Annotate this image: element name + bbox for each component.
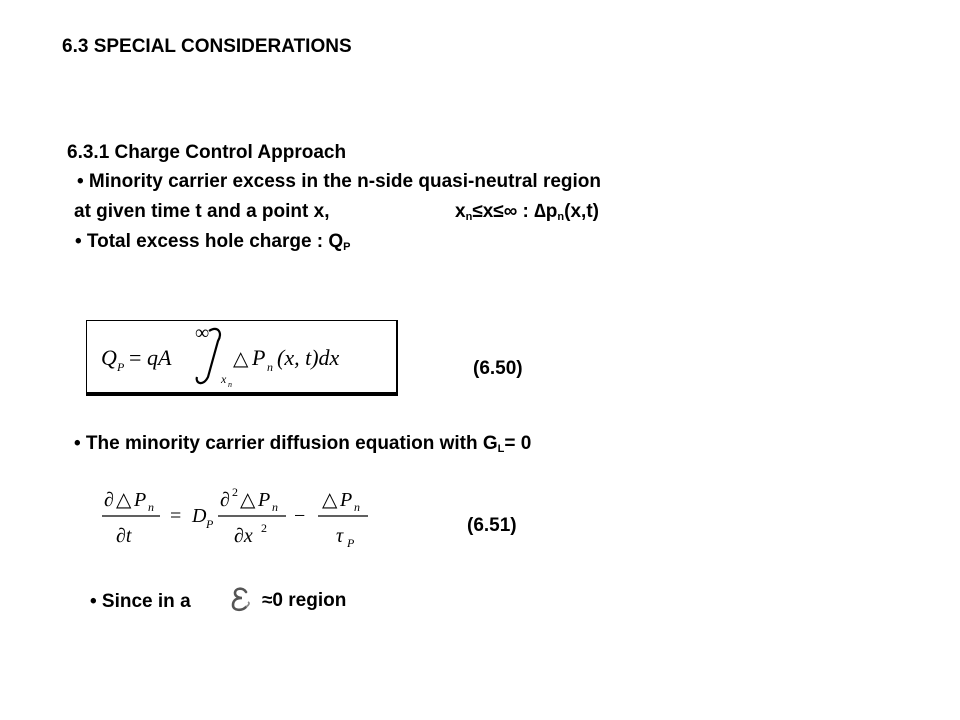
eq651-tau-sub: P (347, 536, 355, 550)
eq650-P-sub: n (267, 360, 273, 374)
eq651-d2-top: ∂ (220, 489, 230, 511)
eq651-equals: = (170, 505, 182, 527)
eq651-P-right: P (340, 489, 353, 511)
equation-6-50-label: (6.50) (473, 358, 523, 379)
eq651-P-mid: P (258, 489, 271, 511)
section-heading: 6.3 SPECIAL CONSIDERATIONS (62, 36, 352, 57)
bullet-total-charge (75, 231, 351, 253)
eq651-sq-top: 2 (232, 485, 238, 499)
eq650-equals: = (129, 345, 142, 370)
bullet-total-charge-text: • Total excess hole charge : Q (75, 231, 344, 252)
equation-6-50 (87, 321, 395, 391)
eq650-lower-limit: x (221, 372, 227, 386)
range-x: x (455, 201, 466, 222)
eq650-lhs-sub: P (117, 360, 125, 374)
eq651-D: D (192, 505, 207, 527)
script-e-icon (231, 586, 253, 612)
eq651-n-right: n (354, 500, 360, 514)
eq650-lhs: Q (101, 345, 117, 370)
eq650-upper-limit: ∞ (195, 322, 210, 344)
eq651-delta-mid: △ (240, 489, 256, 511)
eq651-delta-right: △ (322, 489, 338, 511)
subsection-heading: 6.3.1 Charge Control Approach (67, 142, 347, 163)
equation-6-51-label: (6.51) (467, 515, 517, 536)
eq651-delta-top: △ (116, 489, 132, 511)
eq651-D-sub: P (206, 517, 214, 531)
line-time-point (74, 201, 329, 223)
bullet-diffusion-text: • The minority carrier diffusion equation with G (74, 433, 498, 454)
bullet-since-text: • Since in a (90, 591, 191, 612)
range-x-sub: n (465, 211, 473, 223)
range-rest: ≤x≤∞ : ∆p (472, 201, 558, 222)
eq651-P-top: P (134, 489, 147, 511)
eq651-sq-bottom: 2 (261, 521, 267, 535)
eq651-dt: ∂t (116, 525, 132, 547)
eq651-n-mid: n (272, 500, 278, 514)
bullet-diffusion-equation (74, 433, 531, 455)
bullet-diffusion-tail: = 0 (504, 433, 532, 454)
eq650-delta: △ (233, 348, 249, 370)
equation-6-51 (96, 478, 406, 554)
line-time-point-prefix: at given time t and a point x, (74, 201, 330, 222)
eq650-P: P (252, 345, 266, 370)
eq651-dx: ∂x (234, 525, 253, 547)
bullet-since-region (90, 591, 191, 613)
eq650-args: (x, t)dx (277, 345, 340, 370)
bullet-since-tail: ≈0 region (262, 590, 347, 611)
eq650-coef: qA (147, 345, 172, 370)
bullet-diffusion-sub: L (497, 443, 505, 455)
range-p-sub: n (557, 211, 565, 223)
bullet-total-charge-sub: P (343, 241, 351, 253)
range-tail: (x,t) (564, 201, 599, 222)
range-expression (455, 201, 599, 223)
bullet-minority-excess: • Minority carrier excess in the n-side quasi-neutral region (77, 171, 602, 192)
eq651-d-top: ∂ (104, 489, 114, 511)
equation-6-50-box (86, 320, 398, 396)
eq651-tau: τ (336, 525, 344, 547)
eq651-minus: − (294, 505, 306, 527)
eq650-lower-sub: n (228, 380, 232, 389)
eq651-n-top: n (148, 500, 154, 514)
